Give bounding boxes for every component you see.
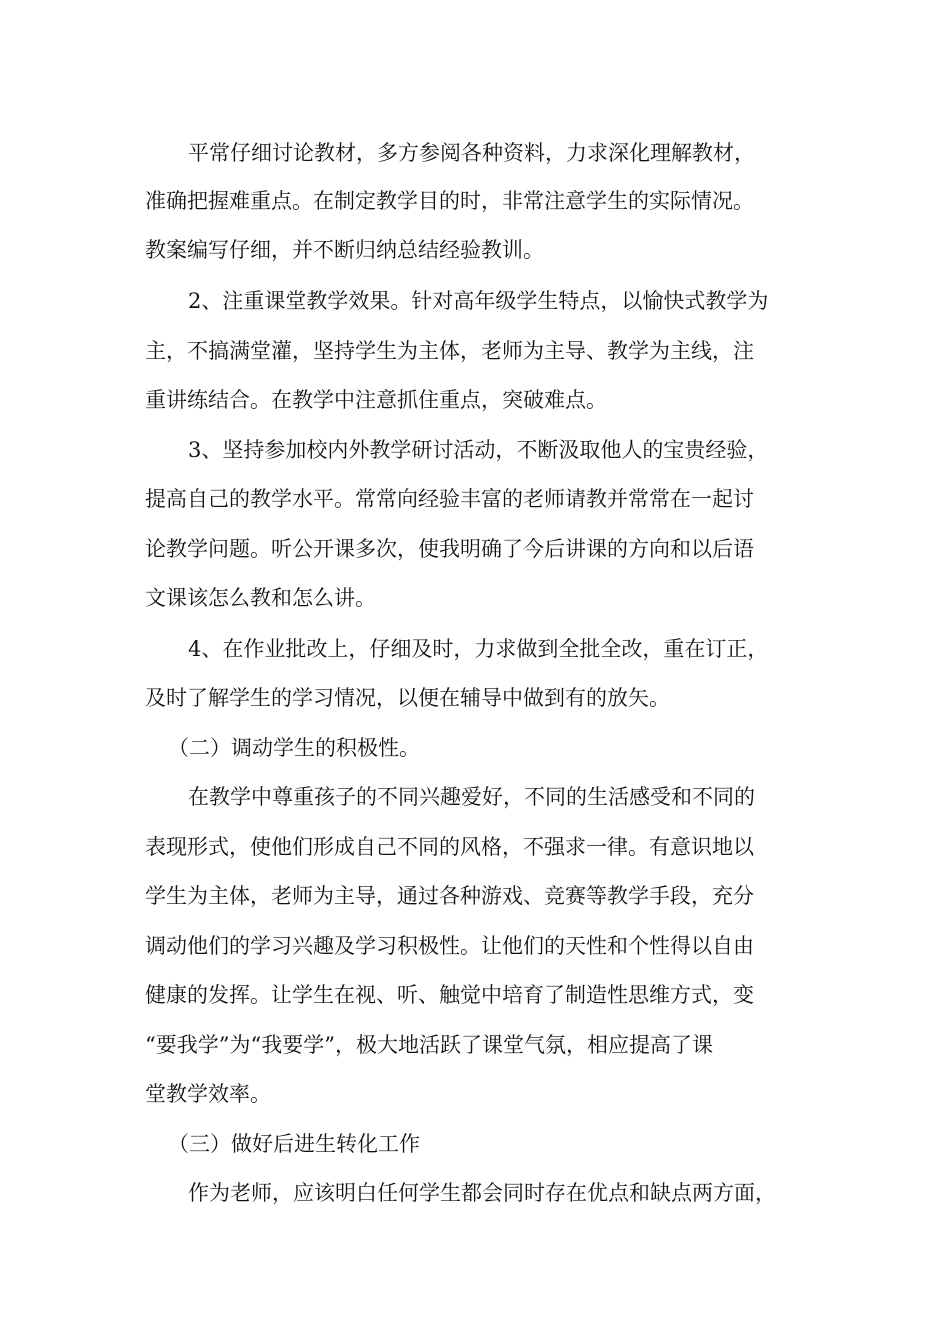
text-line-17: 调动他们的学习兴趣及学习积极性。让他们的天性和个性得以自由 [145,934,754,958]
text-line-10: 文课该怎么教和怎么讲。 [145,586,376,610]
text-line-1: 平常仔细讨论教材，多方参阅各种资料，力求深化理解教材， [188,141,755,165]
text-line-7: 3、坚持参加校内外教学研讨活动，不断汲取他人的宝贵经验， [188,438,769,462]
text-line-12: 及时了解学生的学习情况，以便在辅导中做到有的放矢。 [145,686,670,710]
text-line-22: 作为老师，应该明白任何学生都会同时存在优点和缺点两方面， [188,1181,776,1205]
text-line-6: 重讲练结合。在教学中注意抓住重点，突破难点。 [145,388,607,412]
text-line-19: “要我学”为“我要学”，极大地活跃了课堂气氛，相应提高了课 [145,1033,713,1057]
text-line-5: 主，不搞满堂灌，坚持学生为主体，老师为主导、教学为主线，注 [145,339,754,363]
text-line-16: 学生为主体，老师为主导，通过各种游戏、竞赛等教学手段，充分 [145,884,754,908]
section-heading-3: （三）做好后进生转化工作 [168,1132,420,1156]
text-line-8: 提高自己的教学水平。常常向经验丰富的老师请教并常常在一起讨 [145,487,754,511]
text-line-18: 健康的发挥。让学生在视、听、触觉中培育了制造性思维方式，变 [145,983,754,1007]
text-line-14: 在教学中尊重孩子的不同兴趣爱好，不同的生活感受和不同的 [188,785,755,809]
text-line-11: 4、在作业批改上，仔细及时，力求做到全批全改，重在订正， [188,637,769,661]
text-line-9: 论教学问题。听公开课多次，使我明确了今后讲课的方向和以后语 [145,537,754,561]
text-line-15: 表现形式，使他们形成自己不同的风格，不强求一律。有意识地以 [145,835,754,859]
section-heading-2: （二）调动学生的积极性。 [168,736,420,760]
text-line-2: 准确把握难重点。在制定教学目的时，非常注意学生的实际情况。 [145,189,754,213]
text-line-4: 2、注重课堂教学效果。针对高年级学生特点，以愉快式教学为 [188,289,769,313]
text-line-20: 堂教学效率。 [145,1082,271,1106]
text-line-3: 教案编写仔细，并不断归纳总结经验教训。 [145,238,544,262]
